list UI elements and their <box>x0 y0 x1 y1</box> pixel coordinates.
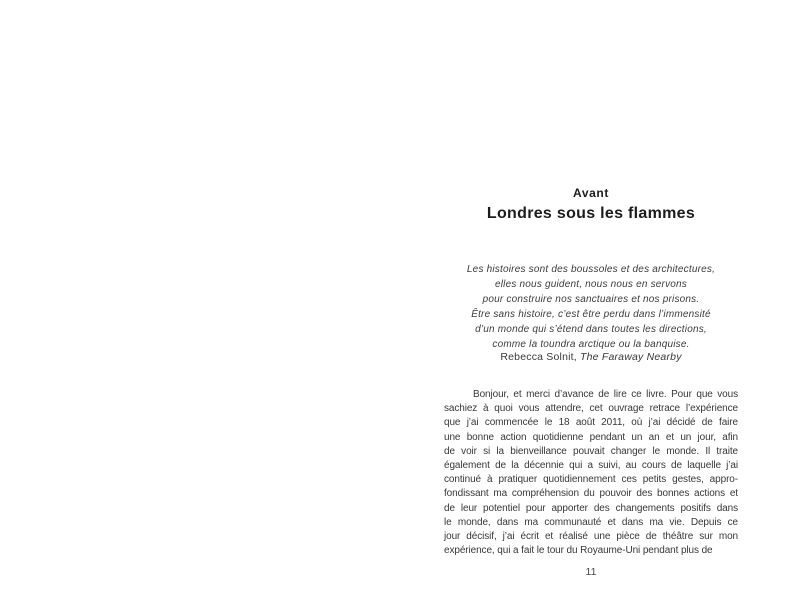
attribution-work-title: The Faraway Nearby <box>580 351 682 363</box>
attribution-author: Rebecca Solnit, <box>500 351 581 363</box>
section-label: Avant <box>573 186 609 200</box>
body-line: Bonjour, et merci d’avance de lire ce livre. Pour que vous <box>473 389 738 400</box>
body-line: continué à pratiquer quotidiennement ces petits gestes, appro- <box>444 474 738 486</box>
body-paragraph <box>444 388 738 558</box>
epigraph-line: d’un monde qui s’étend dans toutes les directions, <box>475 324 707 335</box>
chapter-title: Londres sous les flammes <box>486 205 696 222</box>
page-number: 11 <box>585 566 597 578</box>
body-line: sachiez à quoi vous attendre, cet ouvrage retrace l’expérience <box>444 403 738 415</box>
body-line: une bonne action quotidienne pendant un an et un jour, afin <box>444 431 738 443</box>
body-line: fondissant ma compréhension du pouvoir des bonnes actions et <box>444 488 738 500</box>
body-line: de voir si la bienveillance pouvait changer le monde. Il traite <box>444 445 738 457</box>
epigraph-line: pour construire nos sanctuaires et nos prisons. <box>482 294 700 305</box>
body-line: le monde, dans ma communauté et dans ma vie. Depuis ce <box>444 516 738 528</box>
epigraph-line: elles nous guident, nous nous en servons <box>494 279 687 290</box>
epigraph-line: comme la toundra arctique ou la banquise. <box>492 339 690 350</box>
epigraph-quote <box>414 262 768 352</box>
body-line: jour décisif, j’ai écrit et réalisé une pièce de théâtre sur mon <box>444 531 738 543</box>
body-line: également de la décennie qui a suivi, au cours de laquelle j’ai <box>444 460 738 472</box>
epigraph-attribution <box>414 351 768 363</box>
body-line: de leur potentiel pour apporter des changements positifs dans <box>444 502 738 514</box>
epigraph-line: Les histoires sont des boussoles et des architectures, <box>466 264 716 275</box>
body-line: expérience, qui a fait le tour du Royaume-Uni pendant plus de <box>444 545 713 557</box>
epigraph-line: Être sans histoire, c’est être perdu dans l’immensité <box>471 309 711 320</box>
body-line: que j’ai commencée le 18 août 2011, où j’ai décidé de faire <box>444 417 738 429</box>
